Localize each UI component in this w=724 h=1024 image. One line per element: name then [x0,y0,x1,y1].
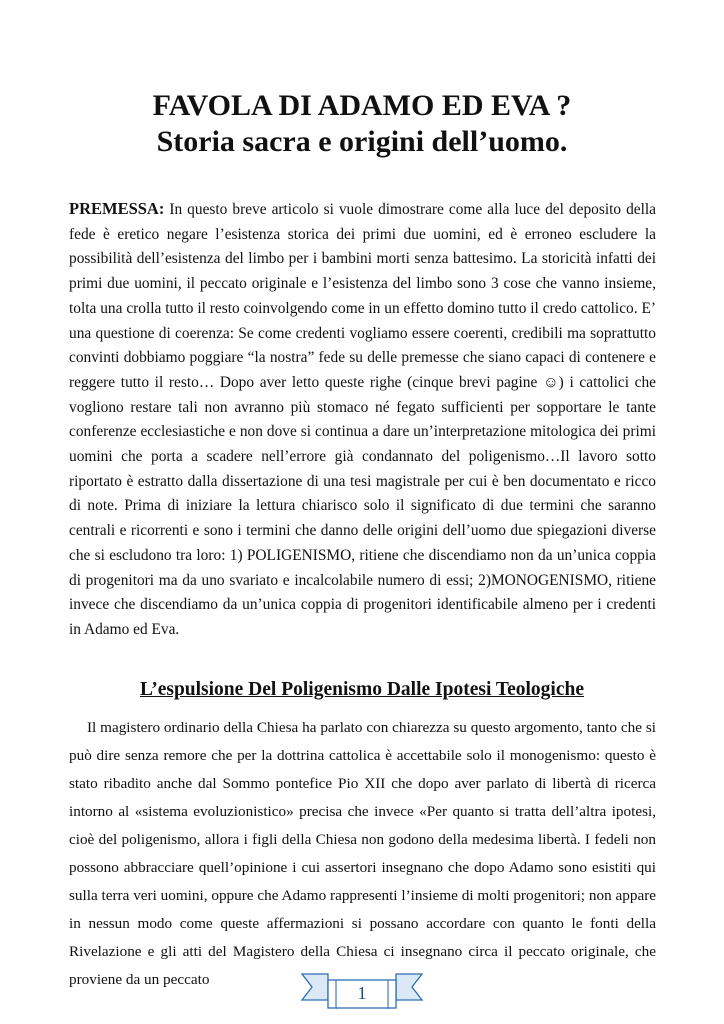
section-paragraph: Il magistero ordinario della Chiesa ha parlato con chiarezza su questo argomento, tanto che si può dire senza remore che per la dottrina cattolica è accettabile solo il monogenismo: questo è stato ribadito anche dal Sommo pontefice Pio XII che dopo aver parlato di libertà di ricerca intorno al «sistema evoluzionistico» precisa che invece «Per quanto si tratta dell’altra ipotesi, cioè del poligenismo, allora i figli della Chiesa non godono della medesima libertà. I fedeli non possono abbracciare quell’opinione i cui assertori insegnano che dopo Adamo sono esistiti qui sulla terra veri uomini, oppure che Adamo rappresenti l’insieme di molti progenitori; non appare in nessun modo come queste affermazioni si possano accordare con quanto le fonti della Rivelazione e gli atti del Magistero della Chiesa ci insegnano circa il peccato originale, che proviene da un peccato [69,719,656,988]
premessa-text: In questo breve articolo si vuole dimostrare come alla luce del deposito della fede è eretico negare l’esistenza storica dei primi due uomini, ed è erroneo escludere la possibilità dell’esistenza del limbo per i bambini morti senza battesimo. La storicità infatti dei primi due uomini, il peccato originale e l’esistenza del limbo sono 3 cose che vanno insieme, tolta una crolla tutto il resto coinvolgendo come in un effetto domino tutto il credo cattolico. E’ una questione di coerenza: Se come credenti vogliamo essere coerenti, credibili ma soprattutto convinti dobbiamo poggiare “la nostra” fede su delle premesse che siano capaci di contenere e reggere tutto il resto… Dopo aver letto queste righe (cinque brevi pagine ☺) i cattolici che vogliono restare tali non avranno più stomaco né fegato sufficienti per sopportare le tante conferenze ecclesiastiche e non dove si continua a dare un’interpretazione mitologica dei primi uomini che porta a scadere nell’errore già condannato del poligenismo…Il lavoro sotto riportato è estratto dalla dissertazione di una tesi magistrale per cui è ben documentato e ricco di note. Prima di iniziare la lettura chiarisco solo il significato di due termini che saranno centrali e ricorrenti e sono i termini che danno delle origini dell’uomo due spiegazioni diverse che si escludono tra loro: 1) POLIGENISMO, ritiene che discendiamo non da un’unica coppia di progenitori ma da uno svariato e incalcolabile numero di essi; 2)MONOGENISMO, ritiene invece che discendiamo da un’unica coppia di progenitori identificabile almeno per i credenti in Adamo ed Eva. [69,201,656,638]
premessa-paragraph [69,197,656,643]
premessa-label: PREMESSA: [69,199,165,218]
page-number-banner [298,966,426,1016]
document-title: FAVOLA DI ADAMO ED EVA ? [152,89,572,122]
section-heading: L’espulsione Del Poligenismo Dalle Ipotesi Teologiche [139,679,584,700]
page-number: 1 [357,983,367,1003]
document-subtitle: Storia sacra e origini dell’uomo. [156,125,568,158]
